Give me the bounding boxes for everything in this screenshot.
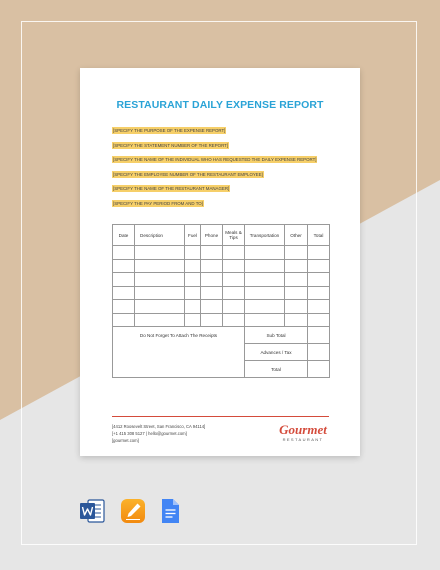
table-header-row	[113, 225, 330, 246]
gourmet-logo	[276, 423, 330, 442]
table-row	[113, 273, 330, 287]
expense-table	[112, 224, 330, 378]
receipts-note: Do Not Forget To Attach The Receipts	[139, 333, 218, 338]
summary-value-total	[308, 361, 330, 378]
footer-address	[112, 423, 205, 444]
field-pay-period: [SPECIFY THE PAY PERIOD FROM AND TO]	[113, 200, 203, 206]
header-transportation: Transportation	[245, 225, 285, 246]
table-row	[113, 259, 330, 273]
footer-divider	[112, 416, 329, 417]
header-fuel: Fuel	[185, 225, 201, 246]
address-line-website: [gourmet.com]	[112, 438, 139, 443]
summary-label-total: Total	[245, 361, 308, 378]
header-phone: Phone	[201, 225, 223, 246]
summary-label-subtotal: Sub Total	[245, 327, 308, 344]
header-other: Other	[285, 225, 308, 246]
header-total: Total	[308, 225, 330, 246]
document-page	[80, 68, 360, 456]
field-requester-name: [SPECIFY THE NAME OF THE INDIVIDUAL WHO HAS REQUESTED THE DAILY EXPENSE REPORT]	[113, 157, 317, 162]
field-statement-number: [SPECIFY THE STATEMENT NUMBER OF THE REPORT]	[113, 142, 229, 148]
docs-icon[interactable]	[156, 497, 184, 525]
pages-icon[interactable]	[119, 497, 147, 525]
header-meals-tips: Meals & Tips	[223, 225, 245, 246]
field-employee-number: [SPECIFY THE EMPLOYEE NUMBER OF THE RESTAURANT EMPLOYEE]	[113, 171, 263, 177]
table-row	[113, 300, 330, 314]
summary-value-subtotal	[308, 327, 330, 344]
header-description: Description	[135, 225, 185, 246]
address-line-street: [4412 Roosevelt Street, San Francisco, CA 94114]	[112, 424, 206, 429]
summary-label-advances: Advances / Tax	[245, 344, 308, 361]
summary-row-subtotal	[113, 327, 330, 344]
word-icon[interactable]	[78, 497, 106, 525]
field-manager-name: [SPECIFY THE NAME OF THE RESTAURANT MANAGER]	[113, 186, 230, 191]
summary-value-advances	[308, 344, 330, 361]
header-date: Date	[113, 225, 135, 246]
logo-wordmark: Gourmet	[279, 422, 327, 437]
table-row	[113, 313, 330, 327]
address-line-contact: [+1 415 308 5127 | hello@gourmet.com]	[112, 431, 187, 436]
table-row	[113, 246, 330, 260]
table-row	[113, 286, 330, 300]
document-title: RESTAURANT DAILY EXPENSE REPORT	[116, 99, 324, 111]
field-purpose: [SPECIFY THE PURPOSE OF THE EXPENSE REPORT]	[113, 128, 226, 133]
receipts-note-cell	[113, 327, 245, 378]
logo-subtitle: RESTAURANT	[282, 437, 324, 442]
